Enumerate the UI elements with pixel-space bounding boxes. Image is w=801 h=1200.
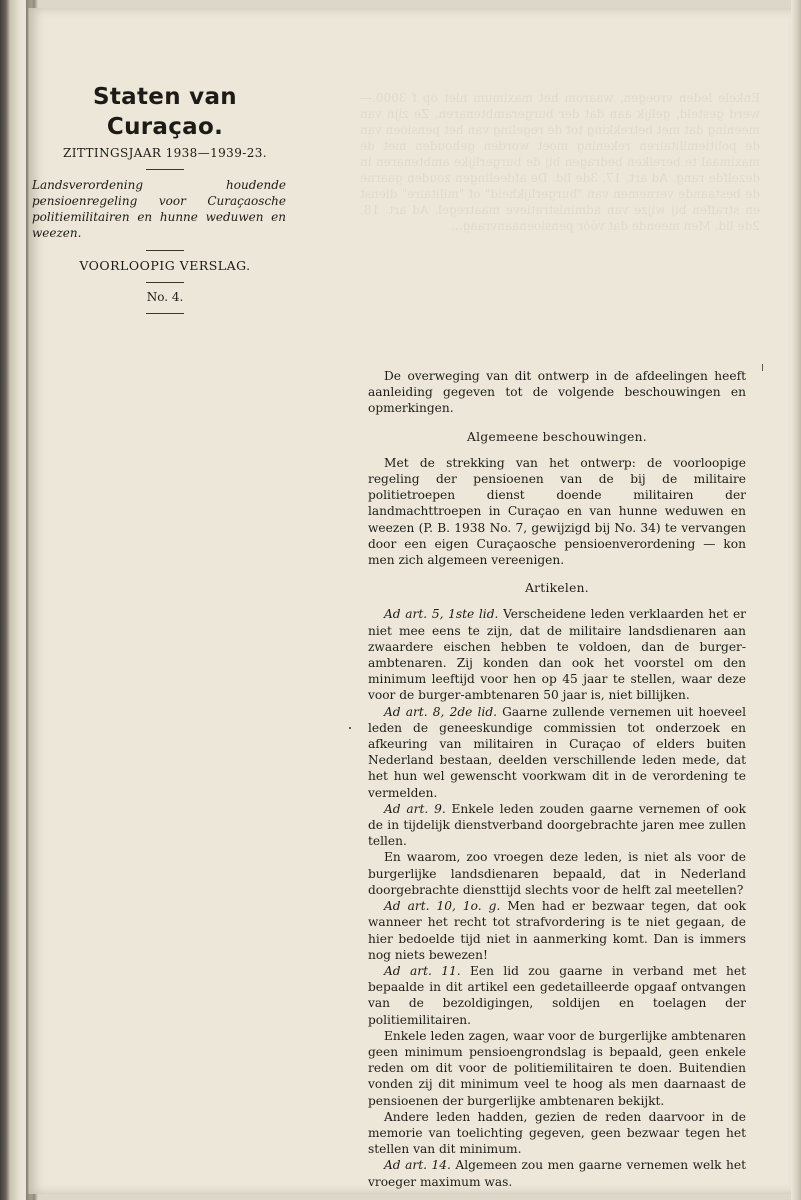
document-number: No. 4. bbox=[146, 290, 184, 304]
article-8-ref: Ad art. 8, 2de lid. bbox=[384, 704, 497, 719]
document-subject: Landsverordening houdende pensioenregeling voor Curaçaosche politiemilitairen en hunne weduwen en weezen. bbox=[32, 178, 286, 240]
article-11-paragraph-2: Enkele leden zagen, waar voor de burgerlijke ambtenaren geen minimum pensioengrondslag is bepaald, geen enkele reden om dit voor de politiemilitairen te doen. Buitendien vonden zij dit minimum veel te hoog als men daarnaast de pensioenen der burgerlijke ambtenaren bekijkt. bbox=[368, 1028, 746, 1108]
intro-paragraph: De overweging van dit ontwerp in de afdeelingen heeft aanleiding gegeven tot de volgende beschouwingen en opmerkingen. bbox=[368, 369, 746, 416]
article-14-paragraph bbox=[368, 1157, 746, 1189]
article-8-text: Gaarne zullende vernemen uit hoeveel leden de geneeskundige commissien tot onderzoek en afkeuring van militairen in Curaçao of elders buiten Nederland bestaan, deelden verschillende leden mede, dat het hun wel gewenscht voorkwam dit in de verordening te vermelden. bbox=[368, 704, 746, 800]
margin-dot bbox=[349, 727, 351, 729]
report-body bbox=[368, 368, 746, 1190]
document-title: Staten van Curaçao. bbox=[93, 84, 237, 140]
article-10-text: Men had er bezwaar tegen, dat ook wanneer het recht tot strafvordering is te niet gegaan, de hier bedoelde tijd niet in aanmerking komt. Dan is immers nog niets bewezen! bbox=[368, 899, 747, 962]
header-divider bbox=[146, 169, 184, 170]
article-14-ref: Ad art. 14. bbox=[384, 1158, 451, 1173]
general-paragraph: Met de strekking van het ontwerp: de voorloopige regeling der pensioenen van de bij de militaire politietroepen dienst doende militairen der landmachttroepen in Curaçao en van hunne weduwen en weezen (P. B. 1938 No. 7, gewijzigd bij No. 34) te vervangen door een eigen Curaçaosche pensioenverordening — kon men zich algemeen vereenigen. bbox=[368, 455, 746, 568]
article-9-paragraph bbox=[368, 801, 746, 850]
article-9-ref: Ad art. 9. bbox=[384, 801, 446, 816]
article-5-text: Verscheidene leden verklaarden het er niet mee eens te zijn, dat de militaire landsdienaren aan zwaardere eischen hebben te voldoen, dan de burger-ambtenaren. Zij konden dan ook het voorstel om den minimum leeftijd voor hen op 45 jaar te stellen, waar deze voor de burger-ambtenaren 50 jaar is, niet billijken. bbox=[368, 607, 747, 703]
margin-mark bbox=[762, 364, 763, 371]
show-through-text: Enkele leden vroegen, waarom het maximum niet op f 3000.— werd gesteld, gelijk aan dat der burgerambtenaren. Ze zijn van meening dat met betrekking tot de regeling van het pensioen van de politiemilitairen rekening moet worden gehouden met de maximaal te bereiken bedragen bij de burgerlijke ambtenaren in dezelfde rang. Ad art. 17, 3de lid. De afdeelingen zouden gaarne de bestaande vernemen van "burgerlijkheid" of "militaire" dienst en straffen bij wijze van administratieve maatregel. Ad art. 18, 2de lid. Men meende dat vóór pensioenaanvraag... bbox=[360, 91, 760, 233]
article-11-paragraph bbox=[368, 963, 746, 1028]
article-5-paragraph bbox=[368, 606, 746, 703]
header-divider bbox=[146, 313, 184, 314]
article-5-ref: Ad art. 5, 1ste lid. bbox=[384, 607, 499, 622]
article-11-paragraph-3: Andere leden hadden, gezien de reden daarvoor in de memorie van toelichting gegeven, geen bezwaar tegen het stellen van dit minimum. bbox=[368, 1109, 746, 1157]
header-divider bbox=[146, 282, 184, 283]
article-8-paragraph bbox=[368, 704, 746, 801]
heading-general: Algemeene beschouwingen. bbox=[467, 429, 647, 444]
document-header bbox=[32, 82, 290, 321]
article-14-text: Algemeen zou men gaarne vernemen welk het vroeger maximum was. bbox=[368, 1158, 747, 1189]
article-10-paragraph bbox=[368, 898, 746, 963]
header-divider bbox=[146, 250, 184, 251]
article-9-paragraph-2: En waarom, zoo vroegen deze leden, is niet als voor de burgerlijke landsdienaren bepaald, dat in Nederland doorgebrachte diensttijd slechts voor de helft zal meetellen? bbox=[368, 850, 746, 897]
session-year: ZITTINGSJAAR 1938—1939-23. bbox=[63, 146, 267, 160]
article-10-ref: Ad art. 10, 1o. g. bbox=[384, 899, 501, 914]
page-right-edge bbox=[791, 0, 801, 1200]
article-9-text: Enkele leden zouden gaarne vernemen of ook de in tijdelijk dienstverband doorgebrachte jaren mee zullen tellen. bbox=[368, 801, 747, 849]
heading-articles: Artikelen. bbox=[525, 581, 589, 596]
article-11-ref: Ad art. 11. bbox=[384, 963, 461, 978]
article-11-text: Een lid zou gaarne in verband met het bepaalde in dit artikel een gedetailleerde opgaaf ontvangen van de bezoldigingen, soldijen en toelagen der politiemilitairen. bbox=[368, 963, 746, 1027]
report-type: VOORLOOPIG VERSLAG. bbox=[79, 258, 251, 273]
